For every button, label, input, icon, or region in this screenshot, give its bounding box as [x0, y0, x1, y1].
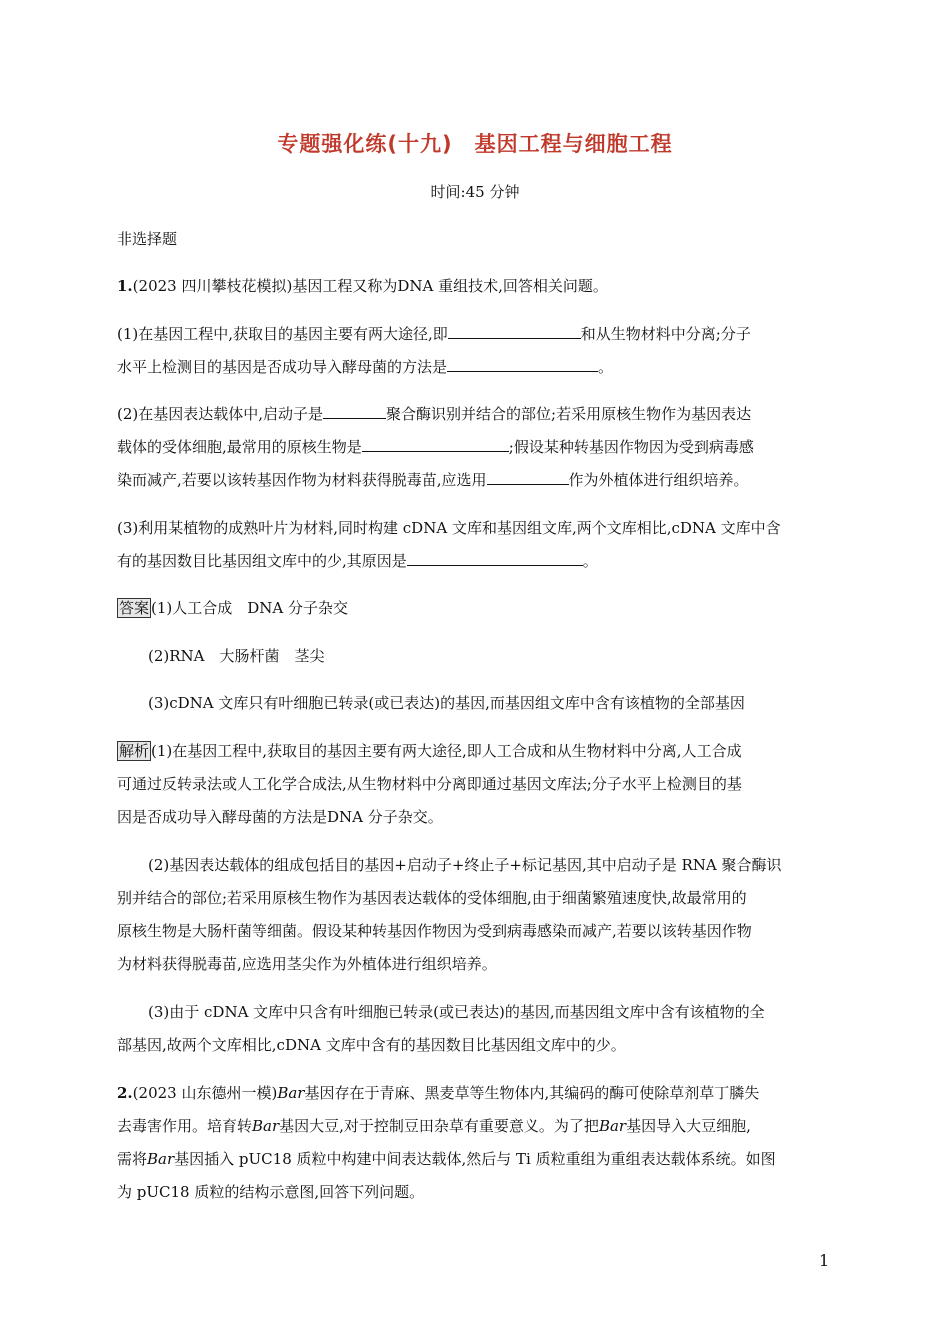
answer-tag: 答案 — [119, 599, 150, 617]
analysis-p2-line1: (2)基因表达载体的组成包括目的基因+启动子+终止子+标记基因,其中启动子是 RNA 聚合酶识 — [148, 856, 782, 874]
answer-line1: 答案 (1)人工合成 DNA 分子杂交 — [119, 599, 349, 617]
q1-part2-line1: (2)在基因表达载体中,启动子是 聚合酶识别并结合的部位;若采用原核生物作为基因表达 — [117, 405, 752, 423]
q1-blank-5[interactable] — [487, 470, 569, 485]
section-heading: 非选择题 — [117, 230, 178, 248]
q2-line1: 2.(2023 山东德州一模)Bar基因存在于青麻、黑麦草等生物体内,其编码的酶可使除草剂草丁膦失 — [117, 1084, 760, 1102]
q1-blank-6[interactable] — [407, 551, 583, 566]
page-number: 1 — [819, 1251, 830, 1270]
q1-part2-line2: 载体的受体细胞,最常用的原核生物是 ;假设某种转基因作物因为受到病毒感 — [117, 438, 754, 456]
analysis-p3-line1: (3)由于 cDNA 文库中只含有叶细胞已转录(或已表达)的基因,而基因组文库中含有该植物的全 — [148, 1003, 765, 1021]
analysis-p2-line3: 原核生物是大肠杆菌等细菌。假设某种转基因作物因为受到病毒感染而减产,若要以该转基因作物 — [117, 922, 752, 940]
q1-part1-line1: (1)在基因工程中,获取目的基因主要有两大途径,即 和从生物材料中分离;分子 — [117, 325, 751, 343]
analysis-p2-line2: 别并结合的部位;若采用原核生物作为基因表达载体的受体细胞,由于细菌繁殖速度快,故最常用的 — [117, 889, 747, 907]
q1-part2-line3: 染而减产,若要以该转基因作物为材料获得脱毒苗,应选用 作为外植体进行组织培养。 — [117, 471, 749, 489]
answer-line3: (3)cDNA 文库只有叶细胞已转录(或已表达)的基因,而基因组文库中含有该植物的全部基因 — [148, 694, 745, 712]
time-limit: 时间:45 分钟 — [430, 183, 520, 201]
q1-blank-2[interactable] — [447, 357, 598, 372]
q1-part1-line2: 水平上检测目的基因是否成功导入酵母菌的方法是 。 — [117, 358, 614, 376]
bar-gene: Bar — [277, 1084, 305, 1102]
q2-line4: 为 pUC18 质粒的结构示意图,回答下列问题。 — [117, 1183, 425, 1201]
q2-line3: 需将Bar基因插入 pUC18 质粒中构建中间表达载体,然后与 Ti 质粒重组为重组表达载体系统。如图 — [117, 1150, 776, 1168]
analysis-p1-line3: 因是否成功导入酵母菌的方法是DNA 分子杂交。 — [117, 808, 443, 826]
answer-line2: (2)RNA 大肠杆菌 茎尖 — [148, 647, 325, 665]
q1-blank-1[interactable] — [448, 324, 581, 339]
analysis-p1-line2: 可通过反转录法或人工化学合成法,从生物材料中分离即通过基因文库法;分子水平上检测目的基 — [117, 775, 742, 793]
q2-line2: 去毒害作用。培育转Bar基因大豆,对于控制豆田杂草有重要意义。为了把Bar基因导入大豆细胞, — [117, 1117, 751, 1135]
q1-part3-line1: (3)利用某植物的成熟叶片为材料,同时构建 cDNA 文库和基因组文库,两个文库相比,cDNA 文库中含 — [117, 519, 781, 537]
q2-number: 2. — [117, 1084, 133, 1102]
analysis-p1-line1: 解析 (1)在基因工程中,获取目的基因主要有两大途径,即人工合成和从生物材料中分离,人工合成 — [119, 742, 742, 760]
page-title: 专题强化练(十九) 基因工程与细胞工程 — [277, 132, 673, 156]
analysis-p2-line4: 为材料获得脱毒苗,应选用茎尖作为外植体进行组织培养。 — [117, 955, 497, 973]
q1-blank-3[interactable] — [323, 404, 386, 419]
analysis-tag: 解析 — [119, 742, 150, 760]
q1-intro: 1.(2023 四川攀枝花模拟)基因工程又称为DNA 重组技术,回答相关问题。 — [117, 277, 608, 295]
analysis-p3-line2: 部基因,故两个文库相比,cDNA 文库中含有的基因数目比基因组文库中的少。 — [117, 1036, 626, 1054]
q1-blank-4[interactable] — [362, 437, 509, 452]
q1-part3-line2: 有的基因数目比基因组文库中的少,其原因是 。 — [117, 552, 598, 570]
q1-number: 1. — [117, 277, 133, 295]
